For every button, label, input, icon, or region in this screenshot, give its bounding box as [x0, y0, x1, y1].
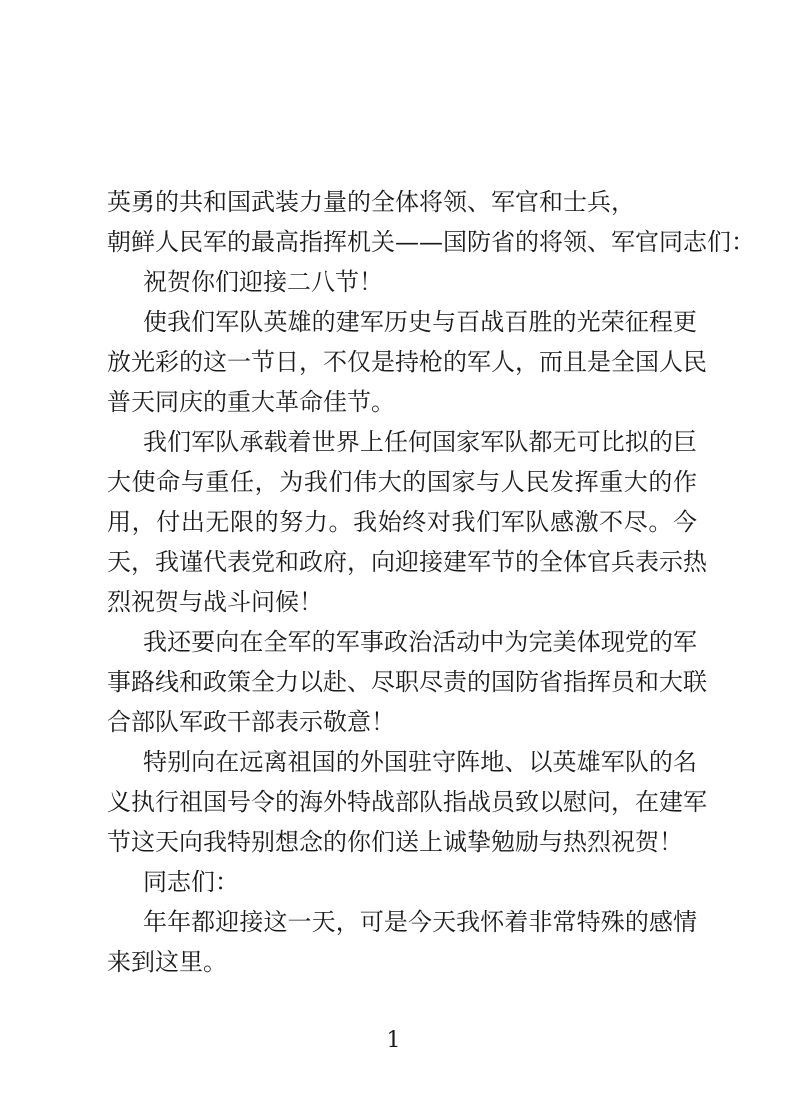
- paragraph-line: 义执行祖国号令的海外特战部队指战员致以慰问，在建军: [107, 788, 707, 816]
- paragraph-line: 烈祝贺与战斗问候！: [107, 588, 323, 616]
- paragraph-line: 事路线和政策全力以赴、尽职尽责的国防省指挥员和大联: [107, 668, 707, 696]
- paragraph-line: 我还要向在全军的军事政治活动中为完美体现党的军: [143, 628, 697, 656]
- paragraph-line: 我们军队承载着世界上任何国家军队都无可比拟的巨: [143, 428, 697, 456]
- page-number: 1: [386, 1028, 401, 1053]
- paragraph-line: 祝贺你们迎接二八节！: [143, 268, 383, 296]
- paragraph-line: 合部队军政干部表示敬意！: [107, 708, 395, 736]
- paragraph-line: 放光彩的这一节日，不仅是持枪的军人，而且是全国人民: [107, 348, 707, 376]
- paragraph-line: 使我们军队英雄的建军历史与百战百胜的光荣征程更: [143, 308, 697, 336]
- paragraph-line: 大使命与重任，为我们伟大的国家与人民发挥重大的作: [107, 468, 697, 496]
- paragraph-line: 节这天向我特别想念的你们送上诚挚勉励与热烈祝贺！: [107, 828, 683, 856]
- paragraph-line: 用，付出无限的努力。我始终对我们军队感激不尽。今: [107, 508, 697, 536]
- salutation-line: 朝鲜人民军的最高指挥机关——国防省的将领、军官同志们：: [107, 228, 755, 256]
- paragraph-line: 普天同庆的重大革命佳节。: [107, 388, 395, 416]
- paragraph-line: 同志们：: [143, 868, 239, 896]
- letter-body: [107, 182, 755, 982]
- paragraph-line: 年年都迎接这一天，可是今天我怀着非常特殊的感情: [143, 908, 697, 936]
- salutation-line: 英勇的共和国武装力量的全体将领、军官和士兵，: [107, 188, 635, 216]
- paragraph-line: 特别向在远离祖国的外国驻守阵地、以英雄军队的名: [143, 748, 697, 776]
- paragraph-line: 来到这里。: [107, 948, 227, 976]
- paragraph-line: 天，我谨代表党和政府，向迎接建军节的全体官兵表示热: [107, 548, 707, 576]
